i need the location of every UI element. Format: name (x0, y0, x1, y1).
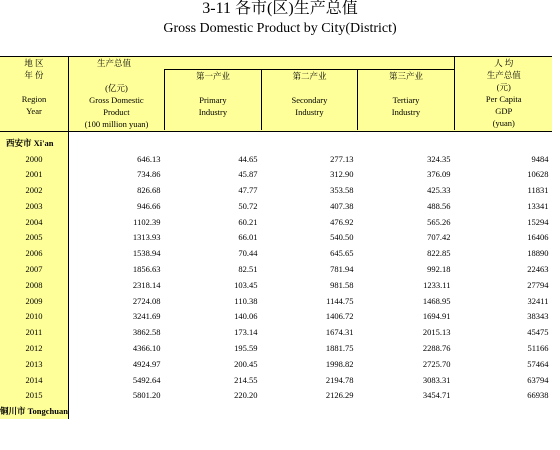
cell-primary: 60.21 (238, 216, 258, 227)
cell-year: 2008 (0, 278, 68, 294)
cell-secondary: 1144.75 (326, 295, 354, 306)
table-body (0, 131, 552, 419)
table-row (0, 230, 552, 246)
cell-primary: 44.65 (238, 153, 258, 164)
table-row (0, 199, 552, 215)
cell-tertiary: 822.85 (427, 248, 451, 259)
header-gdp-unit-en: (100 million yuan) (84, 118, 149, 129)
header-primary-en-1: Primary (199, 95, 227, 105)
cell-per-capita: 22463 (527, 264, 549, 275)
cell-year: 2010 (0, 309, 68, 325)
header-primary-en-2: Industry (198, 107, 228, 117)
header-secondary-en-2: Industry (295, 107, 324, 117)
cell-secondary: 277.13 (330, 153, 354, 164)
cell-gdp: 5801.20 (132, 390, 161, 401)
cell-year: 2012 (0, 341, 68, 357)
cell-tertiary: 1468.95 (422, 295, 451, 306)
table-row (0, 183, 552, 199)
header-per-capita (454, 57, 552, 130)
cell-year: 2001 (0, 167, 68, 183)
region-name: 铜川市 Tongchuan (0, 404, 68, 419)
table-row (0, 167, 552, 183)
cell-tertiary: 324.35 (427, 153, 451, 164)
cell-gdp: 1102.39 (133, 216, 161, 227)
cell-tertiary: 2725.70 (422, 358, 451, 369)
header-primary-cn: 第一产业 (195, 71, 230, 81)
header-region-cn: 地 区 (24, 58, 44, 68)
header-pc-cn-2: 生产总值 (486, 70, 521, 80)
cell-year: 2004 (0, 215, 68, 231)
header-pc-unit-cn: (元) (496, 82, 511, 92)
cell-year: 2011 (0, 325, 68, 341)
cell-tertiary: 1694.91 (422, 311, 451, 322)
cell-secondary: 981.58 (330, 279, 354, 290)
cell-year: 2006 (0, 246, 68, 262)
header-tertiary (357, 70, 454, 130)
cell-gdp: 1538.94 (132, 248, 161, 259)
region-name: 西安市 Xi'an (0, 135, 68, 152)
table-row (0, 325, 552, 341)
table-row (0, 341, 552, 357)
cell-primary: 195.59 (234, 343, 258, 354)
cell-gdp: 1313.93 (132, 232, 161, 243)
table-row (0, 388, 552, 404)
cell-secondary: 353.58 (330, 185, 354, 196)
header-pc-unit-en: (yuan) (492, 118, 515, 128)
header-year-cn: 年 份 (24, 70, 44, 80)
table-row (0, 278, 552, 294)
cell-tertiary: 3083.31 (422, 374, 451, 385)
cell-secondary: 407.38 (330, 200, 354, 211)
header-pc-en-2: GDP (495, 106, 513, 116)
cell-per-capita: 32411 (527, 295, 549, 306)
cell-year: 2005 (0, 230, 68, 246)
cell-tertiary: 425.33 (427, 185, 451, 196)
cell-secondary: 1881.75 (325, 343, 354, 354)
table-row (0, 152, 552, 168)
cell-tertiary: 2288.76 (422, 343, 451, 354)
cell-primary: 47.77 (238, 185, 258, 196)
cell-primary: 214.55 (234, 374, 258, 385)
cell-gdp: 3241.69 (132, 311, 161, 322)
cell-gdp: 5492.64 (132, 374, 161, 385)
cell-tertiary: 3454.71 (422, 390, 451, 401)
cell-secondary: 1674.31 (325, 327, 354, 338)
cell-secondary: 476.92 (330, 216, 354, 227)
cell-tertiary: 707.42 (427, 232, 451, 243)
header-tertiary-en-1: Tertiary (392, 95, 420, 105)
cell-primary: 82.51 (238, 264, 258, 275)
header-gdp-label: 生产总值 (68, 57, 454, 70)
cell-per-capita: 10628 (527, 169, 549, 180)
region-row (0, 135, 552, 152)
cell-tertiary: 565.26 (427, 216, 451, 227)
cell-year: 2007 (0, 262, 68, 278)
cell-secondary: 1406.72 (325, 311, 354, 322)
header-tertiary-cn: 第三产业 (388, 71, 423, 81)
cell-primary: 140.06 (234, 311, 258, 322)
header-primary (164, 70, 261, 130)
cell-gdp: 946.66 (137, 200, 161, 211)
cell-per-capita: 27794 (527, 279, 549, 290)
table-row (0, 357, 552, 373)
header-gdp (68, 70, 164, 130)
header-region-en: Region (21, 94, 47, 104)
table-row (0, 246, 552, 262)
cell-tertiary: 488.56 (427, 200, 451, 211)
cell-year: 2003 (0, 199, 68, 215)
cell-per-capita: 38343 (527, 311, 549, 322)
header-year-en: Year (26, 106, 42, 116)
table-row (0, 262, 552, 278)
gdp-table (0, 56, 552, 419)
cell-year: 2013 (0, 357, 68, 373)
header-secondary-cn: 第二产业 (292, 71, 327, 81)
cell-per-capita: 15294 (527, 216, 549, 227)
header-secondary-en-1: Secondary (291, 95, 328, 105)
table-title-english: Gross Domestic Product by City(District) (163, 21, 397, 36)
table-row (0, 294, 552, 310)
cell-gdp: 4924.97 (132, 358, 161, 369)
cell-primary: 110.38 (234, 295, 258, 306)
cell-primary: 200.45 (234, 358, 258, 369)
cell-tertiary: 1233.11 (423, 279, 451, 290)
cell-secondary: 1998.82 (325, 358, 354, 369)
cell-year: 2015 (0, 388, 68, 404)
header-pc-cn-1: 人 均 (494, 58, 514, 68)
cell-per-capita: 18890 (527, 248, 549, 259)
cell-primary: 50.72 (238, 200, 258, 211)
cell-tertiary: 2015.13 (422, 327, 451, 338)
cell-gdp: 826.68 (137, 185, 161, 196)
cell-secondary: 781.94 (330, 264, 354, 275)
cell-gdp: 2724.08 (132, 295, 161, 306)
cell-per-capita: 13341 (527, 200, 549, 211)
cell-secondary: 2194.78 (325, 374, 354, 385)
cell-per-capita: 57464 (527, 358, 549, 369)
table-row (0, 309, 552, 325)
cell-per-capita: 9484 (531, 153, 549, 164)
cell-gdp: 646.13 (137, 153, 161, 164)
cell-year: 2002 (0, 183, 68, 199)
cell-primary: 45.87 (238, 169, 258, 180)
cell-gdp: 4366.10 (132, 343, 161, 354)
cell-primary: 173.14 (234, 327, 258, 338)
cell-primary: 70.44 (238, 248, 258, 259)
cell-year: 2000 (0, 152, 68, 168)
cell-gdp: 3862.58 (132, 327, 161, 338)
cell-per-capita: 45475 (527, 327, 549, 338)
cell-per-capita: 51166 (527, 343, 549, 354)
cell-gdp: 1856.63 (132, 264, 161, 275)
header-secondary (261, 70, 357, 130)
header-tertiary-en-2: Industry (391, 107, 421, 117)
cell-tertiary: 376.09 (427, 169, 451, 180)
cell-gdp: 2318.14 (132, 279, 161, 290)
cell-per-capita: 66938 (527, 390, 549, 401)
table-row (0, 373, 552, 389)
cell-per-capita: 11831 (527, 185, 549, 196)
cell-year: 2014 (0, 373, 68, 389)
cell-secondary: 540.50 (330, 232, 354, 243)
cell-primary: 66.01 (238, 232, 258, 243)
table-title-chinese: 3-11 各市(区)生产总值 (202, 0, 358, 17)
header-gdp-en-1: Gross Domestic (89, 94, 144, 105)
cell-year: 2009 (0, 294, 68, 310)
region-row (0, 404, 552, 419)
cell-primary: 220.20 (234, 390, 258, 401)
cell-gdp: 734.86 (137, 169, 161, 180)
cell-per-capita: 63794 (527, 374, 549, 385)
header-gdp-en-2: Product (103, 106, 130, 117)
cell-secondary: 2126.29 (325, 390, 354, 401)
cell-tertiary: 992.18 (427, 264, 451, 275)
header-region-year (0, 57, 68, 130)
header-pc-en-1: Per Capita (485, 94, 522, 104)
cell-primary: 103.45 (234, 279, 258, 290)
cell-per-capita: 16406 (527, 232, 549, 243)
header-gdp-unit-cn: (亿元) (105, 82, 128, 93)
table-row (0, 215, 552, 231)
cell-secondary: 645.65 (330, 248, 354, 259)
cell-secondary: 312.90 (330, 169, 354, 180)
table-header (0, 57, 552, 132)
